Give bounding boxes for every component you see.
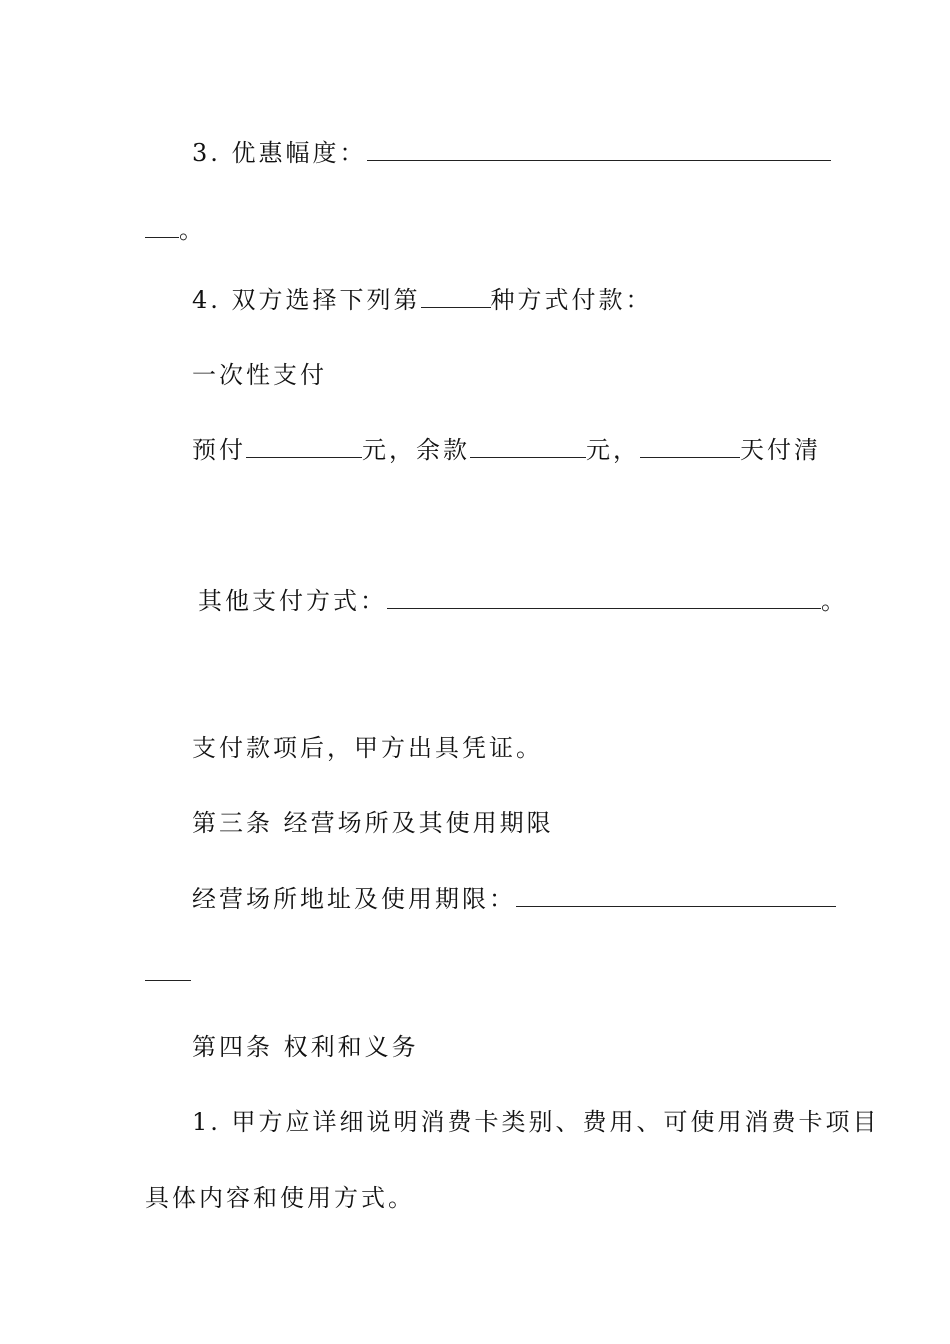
premises-blank-continued[interactable] xyxy=(145,960,191,981)
article3-title: 第三条 经营场所及其使用期限 xyxy=(192,809,554,837)
premises-label: 经营场所地址及使用期限： xyxy=(192,885,516,913)
article4-title: 第四条 权利和义务 xyxy=(192,1033,419,1061)
balance-blank[interactable] xyxy=(470,437,586,458)
premises-line-continued xyxy=(145,958,191,988)
duty1-line2 xyxy=(145,1183,415,1213)
article4-heading xyxy=(192,1032,419,1062)
discount-label: 3. 优惠幅度： xyxy=(192,139,367,167)
duty1-text-line1: 1. 甲方应详细说明消费卡类别、费用、可使用消费卡项目 xyxy=(192,1108,880,1136)
payment-method-line xyxy=(192,285,653,315)
other-payment-end-mark: 。 xyxy=(821,587,848,615)
installment-line xyxy=(192,435,821,465)
days-paid-label: 天付清 xyxy=(740,436,821,464)
premises-blank[interactable] xyxy=(516,886,836,907)
balance-unit: 元， xyxy=(586,436,640,464)
other-payment-label: 其他支付方式： xyxy=(198,587,387,615)
discount-line-continued xyxy=(145,215,206,245)
duty1-text-line2: 具体内容和使用方式。 xyxy=(145,1184,415,1212)
lump-sum-line xyxy=(192,360,327,390)
payment-method-blank[interactable] xyxy=(421,287,491,308)
article3-heading xyxy=(192,808,554,838)
lump-sum-label: 一次性支付 xyxy=(192,361,327,389)
prepay-label: 预付 xyxy=(192,436,246,464)
other-payment-line xyxy=(198,586,848,616)
prepay-blank[interactable] xyxy=(246,437,362,458)
voucher-line xyxy=(192,733,543,763)
premises-line xyxy=(192,884,836,914)
discount-line xyxy=(192,138,831,168)
payment-method-prefix: 4. 双方选择下列第 xyxy=(192,286,421,314)
discount-end-mark: 。 xyxy=(179,216,206,244)
voucher-note: 支付款项后，甲方出具凭证。 xyxy=(192,734,543,762)
days-blank[interactable] xyxy=(640,437,740,458)
payment-method-suffix: 种方式付款： xyxy=(490,286,653,314)
discount-blank[interactable] xyxy=(367,140,831,161)
discount-blank-continued[interactable] xyxy=(145,217,179,238)
other-payment-blank[interactable] xyxy=(387,588,821,609)
duty1-line1 xyxy=(192,1107,880,1137)
balance-label: 元，余款 xyxy=(362,436,470,464)
